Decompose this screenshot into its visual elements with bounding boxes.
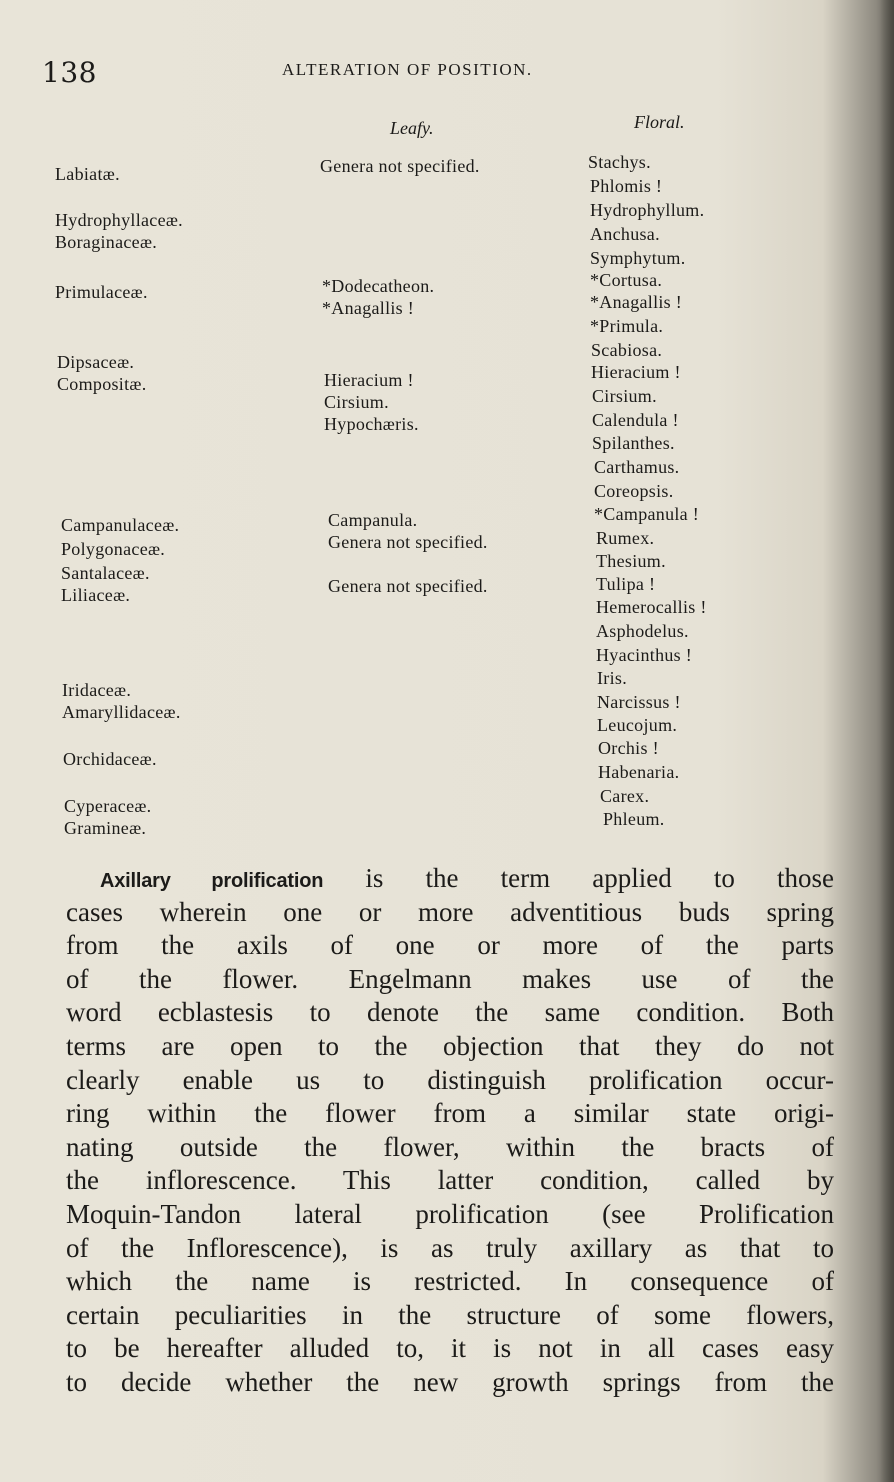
floral-phlomis: Phlomis ! [590,176,663,196]
book-spine-shadow [880,0,894,1482]
floral-scabiosa: Scabiosa. [591,340,663,360]
family-orchidaceae: Orchidaceæ. [63,749,157,769]
floral-hemerocallis: Hemerocallis ! [596,597,707,617]
floral-stachys: Stachys. [588,152,651,172]
floral-asphodelus: Asphodelus. [596,621,689,641]
family-boraginaceae: Boraginaceæ. [55,232,158,252]
leafy-dodecatheon: *Dodecatheon. [322,276,435,296]
floral-symphytum: Symphytum. [590,248,686,268]
family-iridaceae: Iridaceæ. [62,680,132,700]
floral-iris: Iris. [597,668,627,688]
family-polygonaceae: Polygonaceæ. [61,539,166,559]
leafy-cirsium: Cirsium. [324,392,389,412]
floral-phleum: Phleum. [603,809,665,829]
floral-cortusa: *Cortusa. [590,270,663,290]
floral-thesium: Thesium. [596,551,666,571]
body-line: from the axils of one or more of the parts [66,930,834,961]
floral-carthamus: Carthamus. [594,457,680,477]
family-labiatae: Labiatæ. [55,164,120,184]
floral-carex: Carex. [600,786,650,806]
floral-coreopsis: Coreopsis. [594,481,674,501]
body-line: of the flower. Engelmann makes use of the [66,963,834,994]
body-line: to decide whether the new growth springs from the [66,1366,834,1397]
body-paragraph [66,862,834,1400]
floral-anagallis: *Anagallis ! [590,292,683,312]
leafy-polygonaceae: Genera not specified. [328,532,488,552]
leafy-hieracium: Hieracium ! [324,370,414,390]
page-number: 138 [42,56,97,89]
floral-column-heading: Floral. [634,112,685,132]
family-liliaceae: Liliaceæ. [61,585,131,605]
floral-anchusa: Anchusa. [590,224,660,244]
leafy-liliaceae: Genera not specified. [328,576,488,596]
family-compositae: Compositæ. [57,374,147,394]
body-line: clearly enable us to distinguish prolification occur- [66,1064,834,1095]
floral-orchis: Orchis ! [598,738,659,758]
floral-leucojum: Leucojum. [597,715,678,735]
floral-primula: *Primula. [590,316,664,336]
family-santalaceae: Santalaceæ. [61,563,150,583]
floral-tulipa: Tulipa ! [596,574,656,594]
body-line: word ecblastesis to denote the same condition. Both [66,997,834,1028]
floral-hydrophyllum: Hydrophyllum. [590,200,705,220]
family-dipsaceae: Dipsaceæ. [57,352,135,372]
floral-narcissus: Narcissus ! [597,692,681,712]
leafy-column-heading: Leafy. [390,118,434,138]
body-line: certain peculiarities in the structure of some flowers, [66,1299,834,1330]
body-line: to be hereafter alluded to, it is not in all cases easy [66,1333,834,1364]
body-line: which the name is restricted. In consequence of [66,1266,834,1297]
leafy-labiatae: Genera not specified. [320,156,480,176]
running-title: ALTERATION OF POSITION. [282,60,533,79]
floral-habenaria: Habenaria. [598,762,680,782]
floral-cirsium: Cirsium. [592,386,657,406]
leafy-anagallis: *Anagallis ! [322,298,415,318]
family-cyperaceae: Cyperaceæ. [64,796,152,816]
leafy-hypochaeris: Hypochæris. [324,414,419,434]
leafy-campanula: Campanula. [328,510,418,530]
lead-term: Axillary prolification [100,870,324,892]
floral-rumex: Rumex. [596,528,655,548]
body-line: terms are open to the objection that they do not [66,1030,834,1061]
floral-hieracium: Hieracium ! [591,362,681,382]
family-hydrophyllaceae: Hydrophyllaceæ. [55,210,183,230]
body-line: ring within the flower from a similar state origi- [66,1098,834,1129]
floral-hyacinthus: Hyacinthus ! [596,645,693,665]
body-line: cases wherein one or more adventitious buds spring [66,896,834,927]
family-primulaceae: Primulaceæ. [55,282,148,302]
family-amaryllidaceae: Amaryllidaceæ. [62,702,181,722]
body-line: nating outside the flower, within the bracts of [66,1131,834,1162]
body-line: of the Inflorescence), is as truly axillary as that to [66,1232,834,1263]
body-line: Axillary prolification is the term applied to those [100,863,834,893]
floral-calendula: Calendula ! [592,410,679,430]
floral-spilanthes: Spilanthes. [592,433,675,453]
family-campanulaceae: Campanulaceæ. [61,515,180,535]
body-line: Moquin-Tandon lateral prolification (see Prolification [66,1198,834,1229]
body-line: the inflorescence. This latter condition, called by [66,1165,834,1196]
floral-campanula: *Campanula ! [594,504,700,524]
family-gramineae: Gramineæ. [64,818,147,838]
